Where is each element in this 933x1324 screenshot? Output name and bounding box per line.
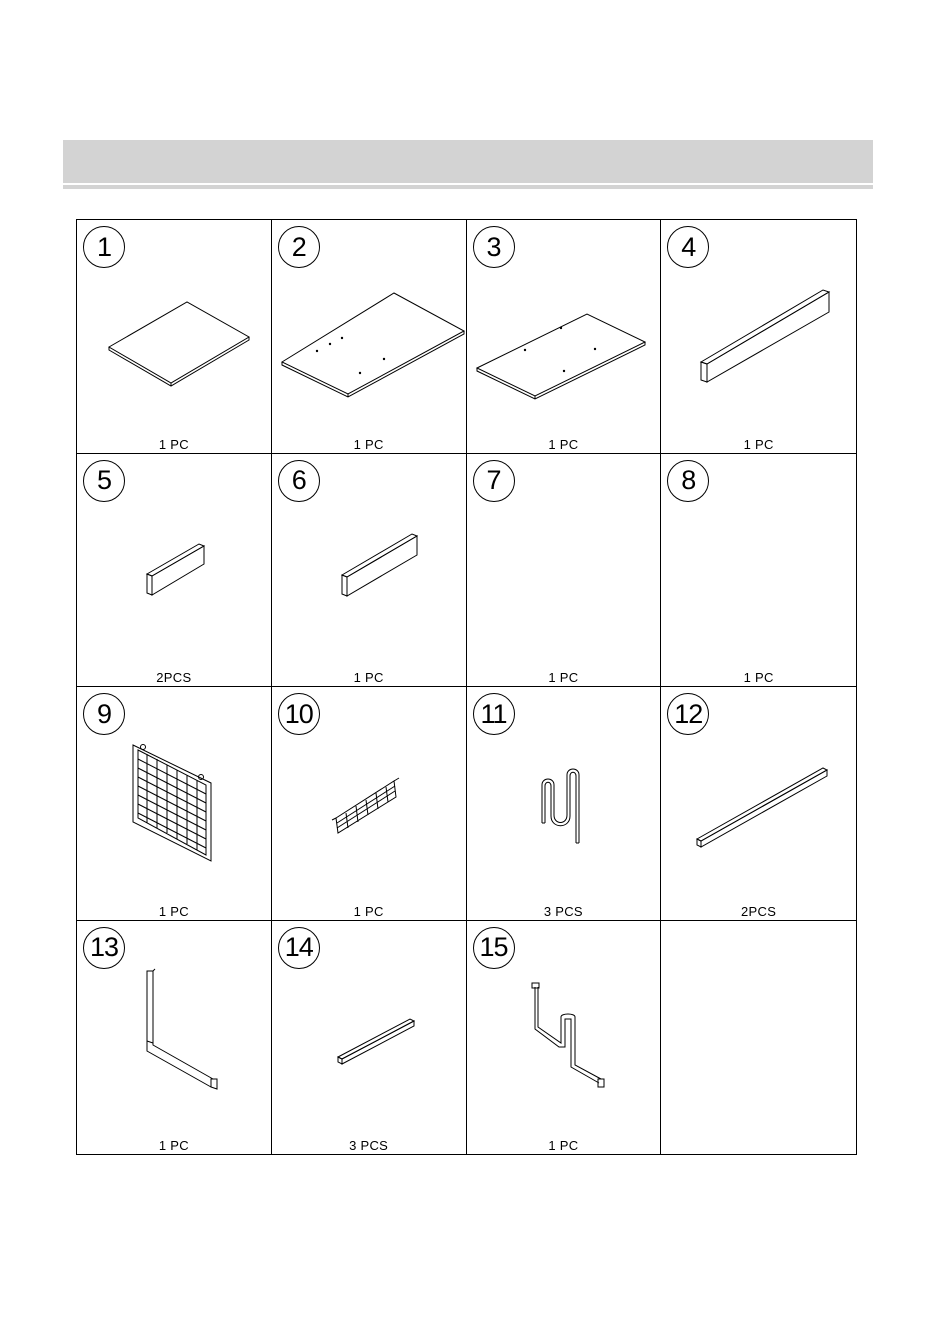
part-cell-15: [467, 921, 662, 1155]
part-number-badge: 8: [667, 460, 709, 502]
part-number-badge: 15: [473, 927, 515, 969]
part-number-badge: 5: [83, 460, 125, 502]
header-rule: [63, 185, 873, 189]
part-number-badge: 10: [278, 693, 320, 735]
part-number-badge: 3: [473, 226, 515, 268]
part-number-badge: 14: [278, 927, 320, 969]
part-cell-3: [467, 220, 662, 454]
part-cell-2: [272, 220, 467, 454]
part-quantity: 1 PC: [353, 903, 384, 919]
bent-rod-icon: [467, 921, 661, 1154]
part-cell-1: [77, 220, 272, 454]
part-quantity: 1 PC: [158, 436, 189, 452]
empty-cell: [661, 921, 856, 1155]
part-number-badge: 4: [667, 226, 709, 268]
part-number-badge: 9: [83, 693, 125, 735]
part-cell-7: [467, 454, 662, 688]
part-quantity: 3 PCS: [349, 1138, 389, 1153]
part-quantity: 2PCS: [741, 903, 777, 919]
part-cell-13: [77, 921, 272, 1155]
drilled-panel-icon: [467, 220, 661, 453]
part-cell-9: [77, 687, 272, 921]
part-quantity: 1 PC: [548, 670, 579, 685]
part-quantity: 3 PCS: [543, 903, 583, 919]
part-cell-12: [661, 687, 856, 921]
header-band: [63, 140, 873, 183]
short-board-icon: [77, 454, 271, 687]
part-number-badge: 12: [667, 693, 709, 735]
part-cell-10: [272, 687, 467, 921]
part-cell-14: [272, 921, 467, 1155]
long-bar-icon: [661, 687, 855, 920]
part-cell-5: [77, 454, 272, 688]
board-icon: [272, 454, 466, 687]
short-bar-icon: [272, 921, 466, 1154]
part-number-badge: 1: [83, 226, 125, 268]
part-quantity: 1 PC: [548, 1138, 579, 1153]
part-cell-6: [272, 454, 467, 688]
part-number-badge: 13: [83, 927, 125, 969]
mesh-panel-icon: [77, 687, 271, 920]
part-quantity: 1 PC: [353, 436, 384, 452]
l-frame-icon: [77, 921, 271, 1154]
part-cell-4: [661, 220, 856, 454]
part-quantity: 2PCS: [156, 670, 192, 685]
part-number-badge: 7: [473, 460, 515, 502]
part-cell-11: [467, 687, 662, 921]
parts-grid: [76, 219, 857, 1155]
part-quantity: 1 PC: [548, 436, 579, 452]
drilled-panel-icon: [272, 220, 466, 453]
part-cell-8: [661, 454, 856, 688]
part-quantity: 1 PC: [743, 436, 774, 452]
part-quantity: 1 PC: [353, 670, 384, 685]
part-number-badge: 11: [473, 693, 515, 735]
part-number-badge: 6: [278, 460, 320, 502]
hook-rod-icon: [467, 687, 661, 920]
part-quantity: 1 PC: [158, 1138, 189, 1153]
panel-board-icon: [77, 220, 271, 453]
part-quantity: 1 PC: [158, 903, 189, 919]
long-board-icon: [661, 220, 855, 453]
mesh-rail-icon: [272, 687, 466, 920]
part-quantity: 1 PC: [743, 670, 774, 685]
part-number-badge: 2: [278, 226, 320, 268]
